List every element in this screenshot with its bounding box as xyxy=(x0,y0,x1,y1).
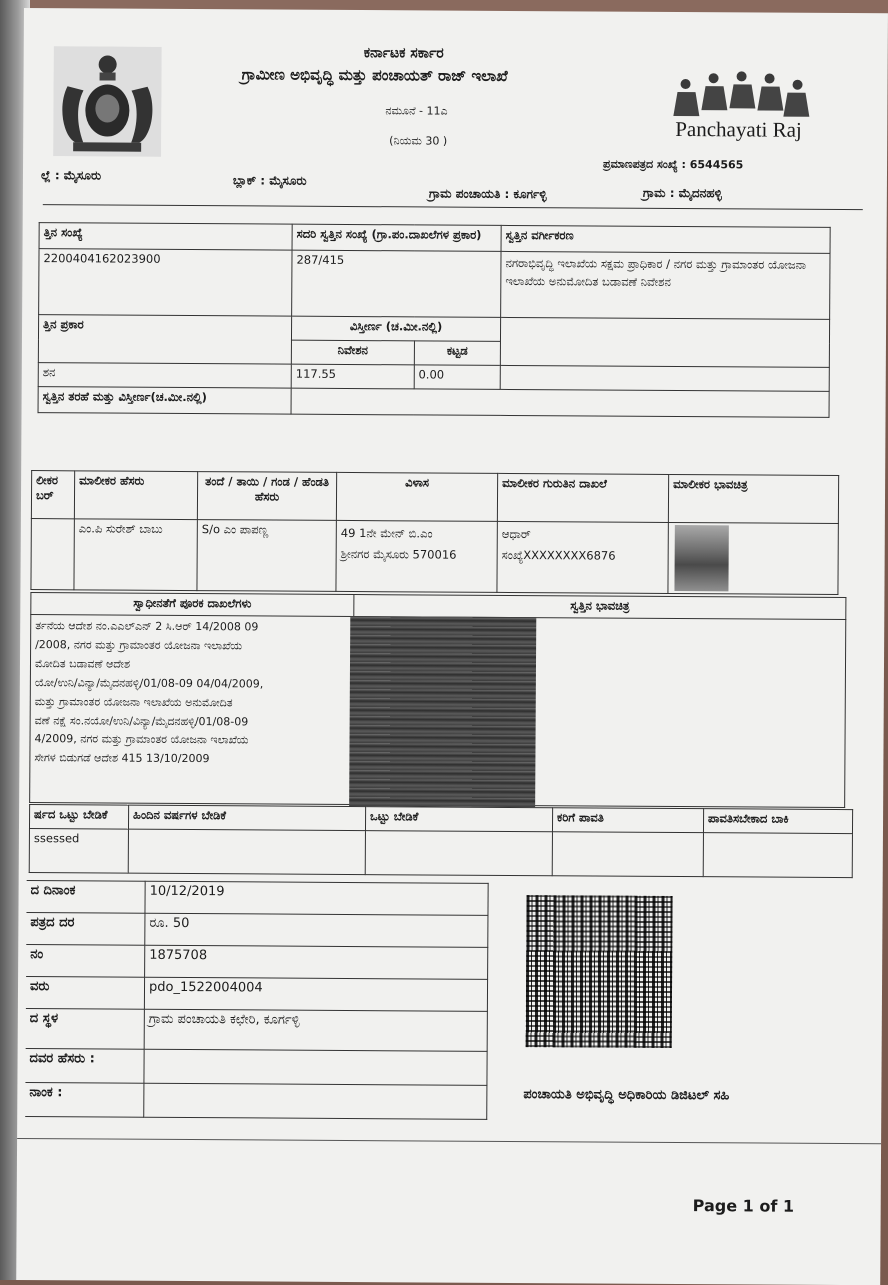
owner-name-header: ಮಾಲೀಕರ ಹೆಸರು xyxy=(74,471,197,520)
issue-date-label: ದ ದಿನಾಂಕ xyxy=(26,881,145,914)
possession-line: ವಣೆ ನಕ್ಷೆ ಸಂ.ನಯೋ/ಉನಿ/ವಿನ್ಯಾ/ಮೈದನಹಳ್ಳಿ/01/08-09 xyxy=(34,713,249,728)
pdo-digital-signature-label: ಪಂಚಾಯತಿ ಅಭಿವೃದ್ಧಿ ಅಧಿಕಾರಿಯ ಡಿಜಿಟಲ್ ಸಹಿ xyxy=(523,1087,730,1104)
address-header: ವಿಳಾಸ xyxy=(336,472,497,521)
blank-cell xyxy=(500,365,829,391)
blank-cell xyxy=(500,317,829,367)
owner-photo-cell xyxy=(668,522,838,594)
footer-divider xyxy=(17,1138,881,1144)
id-type: ಆಧಾರ್ xyxy=(501,526,531,542)
issued-by-value: pdo_1522004004 xyxy=(144,977,487,1011)
recipient-name-value xyxy=(144,1049,487,1085)
balance-value xyxy=(703,833,852,878)
block: ಬ್ಲಾಕ್ : ಮೈಸೂರು xyxy=(232,173,307,188)
karnataka-emblem-icon xyxy=(53,46,162,157)
village: ಗ್ರಾಮ : ಮೈದನಹಳ್ಳಿ xyxy=(642,185,722,201)
owner-id-document xyxy=(497,521,668,593)
id-document-header: ಮಾಲೀಕರ ಗುರುತಿನ ದಾಖಲೆ xyxy=(497,473,668,522)
owner-number-header: ಲೀಕರ ಬರ್ xyxy=(31,471,74,519)
possession-line: 4/2009, ನಗರ ಮತ್ತು ಗ್ರಾಮಾಂತರ ಯೋಜನಾ ಇಲಾಖೆಯ xyxy=(34,732,249,747)
brand-name: Panchayati Raj xyxy=(675,116,802,142)
property-type-label: ತ್ತಿನ ಪ್ರಕಾರ xyxy=(38,315,291,365)
gram-panchayat: ಗ್ರಾಮ ಪಂಚಾಯತಿ : ಕೂರ್ಗಳ್ಳಿ xyxy=(428,186,547,202)
possession-line: ರ್ತನೆಯ ಆದೇಶ ನಂ.ಎಎಲ್‌ಎನ್ 2 ಸಿ.ಆರ್ 14/2008 09 xyxy=(35,619,259,634)
property-photo-header: ಸ್ವತ್ತಿನ ಭಾವಚಿತ್ರ xyxy=(354,595,846,620)
possession-line: ಯೋ/ಉನಿ/ವಿನ್ಯಾ/ಮೈದನಹಳ್ಳಿ/01/08-09 04/04/2009, xyxy=(34,675,264,691)
site-header: ನಿವೇಶನ xyxy=(291,340,414,365)
rule-number: (ನಿಯಮ 30 ) xyxy=(389,134,448,148)
property-table xyxy=(38,222,831,418)
qr-code-icon xyxy=(526,895,673,1048)
owner-photo-header: ಮಾಲೀಕರ ಭಾವಚಿತ್ರ xyxy=(668,474,838,523)
classification-header: ಸ್ವತ್ತಿನ ವರ್ಗೀಕರಣ xyxy=(501,225,830,253)
total-demand-header: ಒಟ್ಟು ಬೇಡಿಕೆ xyxy=(365,807,552,832)
owner-name-value: ಎಂ.ಪಿ ಸುರೇಶ್ ಬಾಬು xyxy=(74,519,197,591)
possession-line: ಸೇಗಳ ಬಿಡುಗಡೆ ಆದೇಶ 415 13/10/2009 xyxy=(34,751,210,766)
previous-demand-value xyxy=(128,829,365,874)
tax-paid-header: ಕರಿಗೆ ಪಾವತಿ xyxy=(552,808,703,833)
property-photo xyxy=(349,616,536,807)
possession-line: /2008, ನಗರ ಮತ್ತು ಗ್ರಾಮಾಂತರ ಯೋಜನಾ ಇಲಾಖೆಯ xyxy=(35,637,243,653)
classification-value: ನಗರಾಭಿವೃದ್ಧಿ ಇಲಾಖೆಯ ಸಕ್ಷಮ ಪ್ರಾಧಿಕಾರ / ನಗರ ಮತ್ತು ಗ್ರಾಮಾಂತರ ಯೋಜನಾ ಇಲಾಖೆಯ ಅನುಮೋದಿತ ಬಡಾವಣೆ ನಿವೇಶನ xyxy=(501,251,830,319)
parent-name-value: S/o ಎಂ ಪಾಪಣ್ಣ xyxy=(197,520,336,592)
receipt-number-value: 1875708 xyxy=(145,945,488,979)
tax-status-value: ssessed xyxy=(29,829,128,874)
previous-demand-header: ಹಿಂದಿನ ವರ್ಷಗಳ ಬೇಡಿಕೆ xyxy=(128,805,365,830)
issue-date-value: 10/12/2019 xyxy=(145,881,488,915)
tax-paid-value xyxy=(552,832,703,877)
building-header: ಕಟ್ಟಡ xyxy=(414,341,500,366)
tax-table xyxy=(29,804,853,878)
address-line: ಶ್ರೀನಗರ ಮೈಸೂರು 570016 xyxy=(340,546,457,562)
building-area-value: 0.00 xyxy=(414,365,500,390)
possession-line: ಮೋದಿತ ಬಡಾವಣೆ ಆದೇಶ xyxy=(34,656,131,671)
recipient-name-label: ದವರ ಹೆಸರು : xyxy=(25,1049,144,1084)
possession-docs-header: ಸ್ವಾಧೀನತೆಗೆ ಪೂರಕ ದಾಖಲೆಗಳು xyxy=(31,593,354,617)
possession-docs-body xyxy=(30,615,354,805)
site-area-value: 117.55 xyxy=(291,364,414,389)
current-demand-header: ರ್ಷದ ಒಟ್ಟು ಬೇಡಿಕೆ xyxy=(29,805,128,830)
size-value xyxy=(291,388,829,417)
issued-by-label: ವರು xyxy=(26,977,145,1010)
certificate-page xyxy=(16,8,888,1285)
id-number: ಸಂಖ್ಯೆXXXXXXXX6876 xyxy=(501,547,616,563)
balance-header: ಪಾವತಿಸಬೇಕಾದ ಬಾಕಿ xyxy=(703,809,852,834)
department-title: ಗ್ರಾಮೀಣ ಅಭಿವೃದ್ಧಿ ಮತ್ತು ಪಂಚಾಯತ್ ರಾಜ್ ಇಲಾಖೆ xyxy=(241,65,508,85)
page-indicator: Page 1 of 1 xyxy=(692,1196,795,1216)
fee-value: ರೂ. 50 xyxy=(145,913,488,947)
government-title: ಕರ್ನಾಟಕ ಸರ್ಕಾರ xyxy=(363,45,444,62)
issue-details-table xyxy=(25,880,488,1120)
address-line: 49 1ನೇ ಮೇನ್ ಬಿ.ಎಂ xyxy=(340,525,433,541)
owner-number-value xyxy=(31,519,74,590)
received-date-value xyxy=(144,1083,487,1119)
form-number: ನಮೂನೆ - 11ಎ xyxy=(385,104,448,118)
owner-address xyxy=(336,520,497,592)
received-date-label: ನಾಂಕ : xyxy=(25,1083,144,1118)
total-demand-value xyxy=(365,831,552,876)
parent-name-header: ತಂದೆ / ತಾಯಿ / ಗಂಡ / ಹೆಂಡತಿ ಹೆಸರು xyxy=(197,472,336,521)
receipt-number-label: ನಂ xyxy=(26,945,145,978)
panchayati-raj-logo-icon xyxy=(671,70,811,121)
issue-place-label: ದ ಸ್ಥಳ xyxy=(26,1009,145,1050)
size-label: ಸ್ವತ್ತಿನ ತರಹೆ ಮತ್ತು ವಿಸ್ತೀರ್ಣ(ಚ.ಮೀ.ನಲ್ಲಿ) xyxy=(38,387,291,415)
sadari-header: ಸದರಿ ಸ್ವತ್ತಿನ ಸಂಖ್ಯೆ (ಗ್ರಾ.ಪಂ.ದಾಖಲೆಗಳ ಪ್ರಕಾರ) xyxy=(292,224,501,251)
site-row-label: ಶನ xyxy=(38,363,291,389)
possession-line: ಮತ್ತು ಗ್ರಾಮಾಂತರ ಯೋಜನಾ ಇಲಾಖೆಯ ಅನುಮೋದಿತ xyxy=(34,694,233,709)
certificate-number: ಪ್ರಮಾಣಪತ್ರದ ಸಂಖ್ಯೆ : 6544565 xyxy=(603,157,744,172)
owner-table xyxy=(30,470,839,595)
property-id-header: ತ್ತಿನ ಸಂಖ್ಯೆ xyxy=(39,223,292,251)
area-header: ವಿಸ್ತೀರ್ಣ (ಚ.ಮೀ.ನಲ್ಲಿ) xyxy=(291,316,500,341)
owner-photo xyxy=(674,525,728,591)
district: ಲ್ಲೆ : ಮೈಸೂರು xyxy=(40,168,102,183)
header-divider xyxy=(43,204,863,210)
fee-label: ಪತ್ರದ ದರ xyxy=(26,913,145,946)
sadari-value: 287/415 xyxy=(292,250,501,317)
property-id-value: 2200404162023900 xyxy=(39,249,292,317)
issue-place-value: ಗ್ರಾಮ ಪಂಚಾಯತಿ ಕಛೇರಿ, ಕೂರ್ಗಳ್ಳಿ xyxy=(144,1009,487,1051)
